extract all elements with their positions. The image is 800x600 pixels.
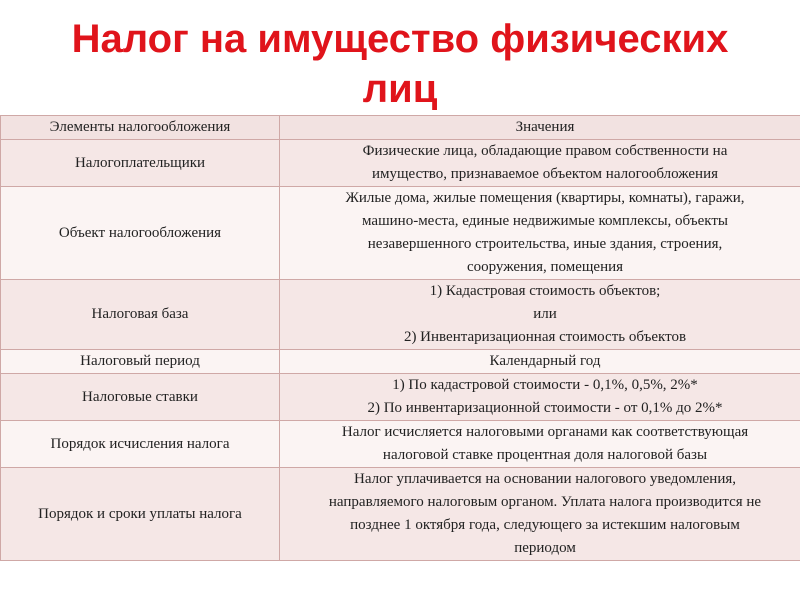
table-row [1,350,800,374]
value-line: или [533,306,557,322]
header-values: Значения [280,116,800,140]
value-cell [280,468,800,561]
value-line: сооружения, помещения [466,259,624,275]
value-line: налоговой ставке процентная доля налоговой базы [382,447,708,463]
value-line: направляемого налоговым органом. Уплата налога производится не [328,494,762,510]
table-row [1,374,800,421]
value-cell [280,374,800,421]
value-line: имущество, признаваемое объектом налогообложения [371,166,719,182]
element-cell: Налоговый период [1,350,280,374]
value-line: Налог исчисляется налоговыми органами как соответствующая [341,424,749,440]
element-cell: Порядок исчисления налога [1,421,280,468]
tax-elements-table [0,115,800,561]
page-title-line-1: Налог на имущество физических [71,17,729,61]
table-row [1,187,800,280]
value-line: машино-места, единые недвижимые комплексы, объекты [362,213,728,229]
value-line: периодом [514,540,576,556]
page-title-line-2: лиц [362,67,438,111]
value-line: 1) По кадастровой стоимости - 0,1%, 0,5%, 2%* [392,377,698,393]
element-cell: Налогоплательщики [1,140,280,187]
table-header-row [1,116,800,140]
value-line: Налог уплачивается на основании налогового уведомления, [354,471,736,487]
value-line: 2) По инвентаризационной стоимости - от 0,1% до 2%* [367,400,723,416]
value-line: Физические лица, обладающие правом собственности на [362,143,728,159]
value-cell [280,280,800,350]
header-elements: Элементы налогообложения [1,116,280,140]
page-title [0,14,800,114]
value-line: позднее 1 октября года, следующего за истекшим налоговым [350,517,740,533]
element-cell: Налоговые ставки [1,374,280,421]
value-line: незавершенного строительства, иные здания, строения, [367,236,723,252]
table-row [1,280,800,350]
value-cell [280,140,800,187]
table-row [1,468,800,561]
table-row [1,421,800,468]
table-row [1,140,800,187]
tax-elements-table-wrapper [0,115,800,561]
value-cell [280,350,800,374]
value-cell [280,421,800,468]
value-line: 2) Инвентаризационная стоимость объектов [403,329,687,345]
value-cell [280,187,800,280]
value-line: Календарный год [489,353,601,369]
element-cell: Порядок и сроки уплаты налога [1,468,280,561]
element-cell: Налоговая база [1,280,280,350]
value-line: Жилые дома, жилые помещения (квартиры, комнаты), гаражи, [345,190,745,206]
value-line: 1) Кадастровая стоимость объектов; [429,283,661,299]
element-cell: Объект налогообложения [1,187,280,280]
